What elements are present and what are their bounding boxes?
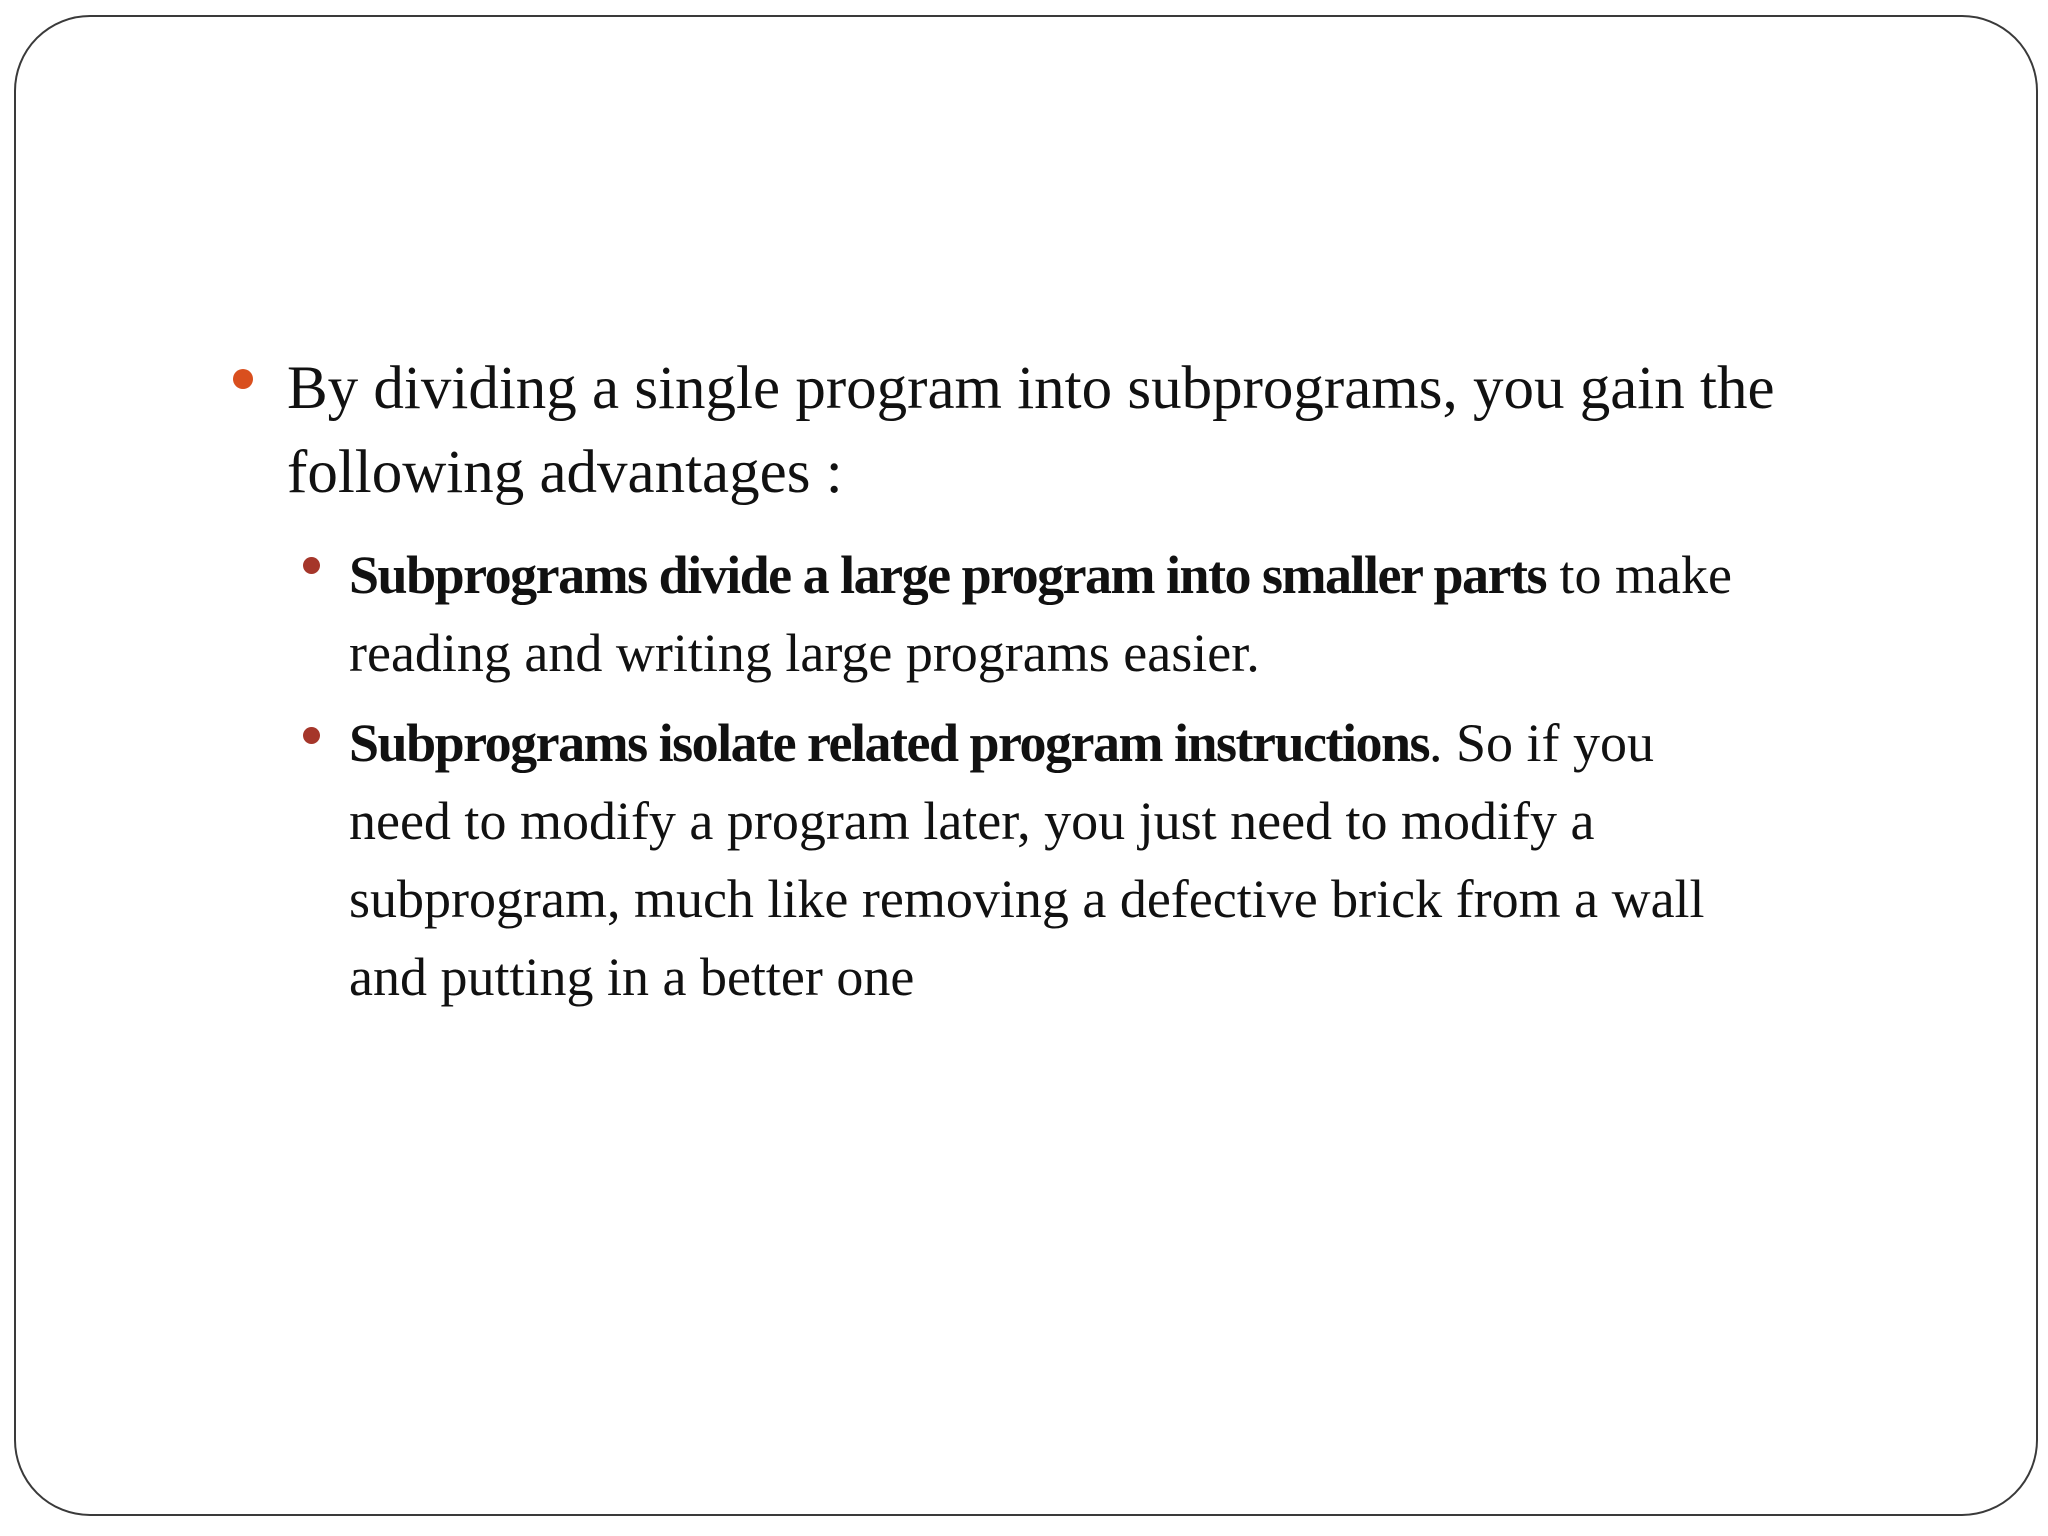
sub-bullet-1-line1: [349, 536, 1732, 614]
bullet-level1-line2: following advantages :: [287, 439, 843, 506]
sub-bullet-1-line2: reading and writing large programs easier.: [349, 623, 1260, 683]
sub-bullet-2-rest: . So if you: [1429, 713, 1655, 773]
bullet-dot-level1: [233, 369, 253, 389]
sub-bullet-2-line4: and putting in a better one: [349, 947, 915, 1007]
sub-bullet-1-bold: Subprograms divide a large program into smaller parts: [349, 545, 1547, 605]
slide-frame: [14, 15, 2038, 1516]
sub-bullet-2-line2: need to modify a program later, you just need to modify a: [349, 791, 1595, 851]
sub-bullet-2-line1: [349, 704, 1705, 782]
bullet-level1-line1: By dividing a single program into subprograms, you gain the: [287, 355, 1775, 422]
sub-bullet-2-text: [349, 704, 1705, 1016]
sub-bullet-1-text: [349, 536, 1732, 692]
bullet-dot-level2-2: [303, 727, 320, 744]
bullet-dot-level2-1: [303, 557, 320, 574]
bullet-level1-text: [287, 347, 1775, 515]
sub-bullet-2-bold: Subprograms isolate related program instructions: [349, 713, 1430, 773]
sub-bullet-2-line3: subprogram, much like removing a defective brick from a wall: [349, 869, 1705, 929]
sub-bullet-1-rest: to make: [1546, 545, 1732, 605]
slide-content: [16, 17, 2036, 1514]
